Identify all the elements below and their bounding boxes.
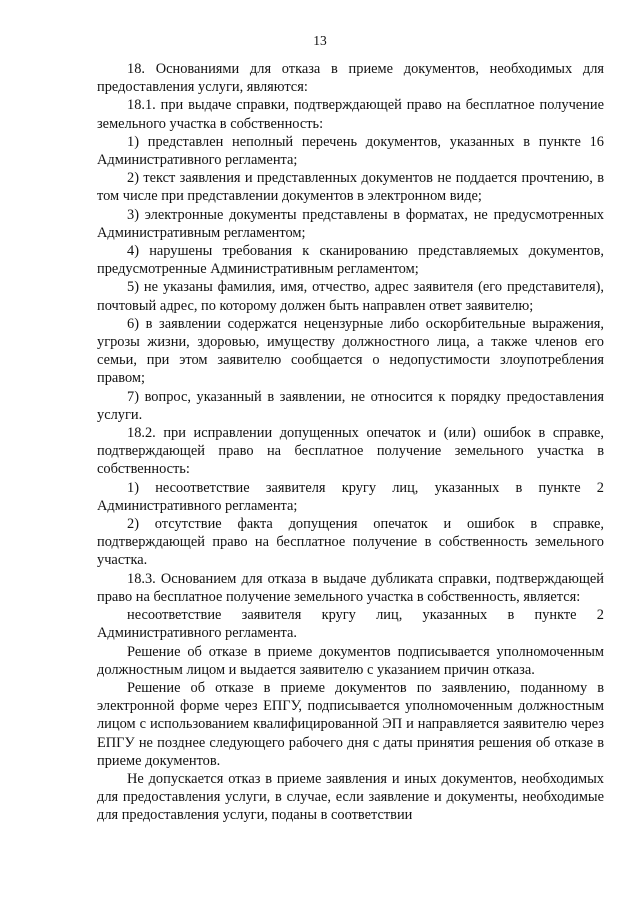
paragraph-18-1: 18.1. при выдаче справки, подтверждающей право на бесплатное получение земельного участка в собственность: [97,97,604,132]
paragraph-refusal-decision: Решение об отказе в приеме документов подписывается уполномоченным должностным лицом и выдается заявителю с указанием причин отказа. [97,643,604,678]
paragraph-refusal-electronic: Решение об отказе в приеме документов по заявлению, поданному в электронной форме через ЕПГУ, подписывается уполномоченным должностным лицом с использованием квалифицированной ЭП и направляется заявителю через ЕПГУ не позднее следующего рабочего дня с даты принятия решения об отказе в приеме документов. [97,679,604,769]
list-item-18-1-2: 2) текст заявления и представленных документов не поддается прочтению, в том числе при представлении документов в электронном виде; [97,170,604,205]
list-item-18-1-3: 3) электронные документы представлены в форматах, не предусмотренных Административным регламентом; [97,206,604,241]
paragraph-18-3: 18.3. Основанием для отказа в выдаче дубликата справки, подтверждающей право на бесплатное получение земельного участка в собственность, является: [97,570,604,605]
page-number: 13 [313,33,327,48]
paragraph-refusal-not-allowed: Не допускается отказ в приеме заявления и иных документов, необходимых для предоставления услуги, в случае, если заявление и документы, необходимые для предоставления услуги, поданы в соответствии [97,770,604,824]
list-item-18-1-6: 6) в заявлении содержатся нецензурные либо оскорбительные выражения, угрозы жизни, здоровью, имуществу должностного лица, а также членов его семьи, при этом заявителю сообщается о недопустимости злоупотребления правом; [97,315,604,387]
list-item-18-1-4: 4) нарушены требования к сканированию представляемых документов, предусмотренные Административным регламентом; [97,243,604,278]
document-body [97,60,604,825]
paragraph-18-3-ground: несоответствие заявителя кругу лиц, указанных в пункте 2 Административного регламента. [97,607,604,642]
list-item-18-2-1: 1) несоответствие заявителя кругу лиц, указанных в пункте 2 Административного регламента; [97,479,604,514]
list-item-18-1-1: 1) представлен неполный перечень документов, указанных в пункте 16 Административного регламента; [97,133,604,169]
paragraph-18: 18. Основаниями для отказа в приеме документов, необходимых для предоставления услуги, являются: [97,61,604,96]
list-item-18-2-2: 2) отсутствие факта допущения опечаток и ошибок в справке, подтверждающей право на бесплатное получение в собственность земельного участка. [97,516,604,569]
list-item-18-1-7: 7) вопрос, указанный в заявлении, не относится к порядку предоставления услуги. [97,388,604,423]
paragraph-18-2: 18.2. при исправлении допущенных опечаток и (или) ошибок в справке, подтверждающей право на бесплатное получение земельного участка в собственность: [97,425,604,478]
list-item-18-1-5: 5) не указаны фамилия, имя, отчество, адрес заявителя (его представителя), почтовый адрес, по которому должен быть направлен ответ заявителю; [97,279,604,314]
